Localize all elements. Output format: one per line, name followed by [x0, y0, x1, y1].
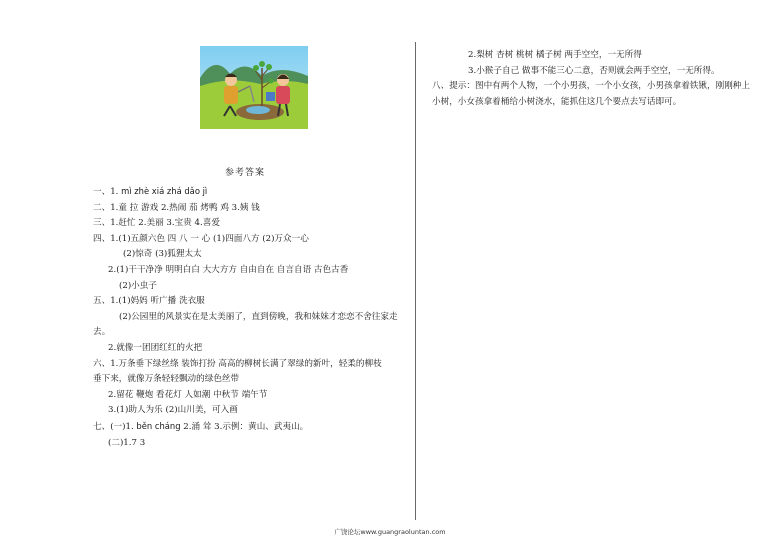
- answer-eight-line-1: 八、提示：图中有两个人物，一个小男孩，一个小女孩，小男孩拿着铁锹，刚刚种上: [432, 81, 750, 92]
- answer-six-line-1: 六、1.万条垂下绿丝绦 装饰打扮 高高的柳树长满了翠绿的新叶，轻柔的柳枝: [93, 358, 382, 369]
- answer-eight-line-2: 小树，小女孩拿着桶给小树浇水，能抓住这几个要点去写话即可。: [432, 96, 682, 107]
- answer-one-label: 一、1.: [93, 187, 119, 197]
- answer-five-line-1: 五、1.(1)妈妈 听广播 洗衣服: [93, 296, 205, 307]
- right-line-1: 2.梨树 杏树 桃树 橘子树 两手空空，一无所得: [468, 50, 642, 60]
- answer-five-line-2: (2)公园里的风景实在是太美丽了，直到傍晚，我和妹妹才恋恋不舍往家走: [119, 311, 398, 322]
- left-column: [93, 184, 398, 451]
- column-divider: [415, 42, 416, 520]
- answer-seven-label: 七、(一)1.: [93, 421, 134, 432]
- answer-six-line-4: 3.(1)助人为乐 (2)山川美，可入画: [108, 405, 238, 416]
- planting-tree-illustration: [200, 46, 308, 129]
- answer-two: 二、1.童 拉 游戏 2.热闹 茄 烤鸭 鸡 3.姨 钱: [93, 202, 260, 213]
- right-column: [432, 48, 762, 110]
- answer-seven-line-1: [93, 419, 393, 436]
- footer-watermark: 广饶论坛www.guangraoluntan.com: [334, 528, 446, 536]
- answer-one: [93, 184, 393, 201]
- answer-five-line-3: 去。: [93, 327, 111, 338]
- right-line-2: 3.小猴子自己 做事不能三心二意，否则就会两手空空，一无所得。: [468, 65, 720, 76]
- answers-title: 参考答案: [225, 168, 266, 178]
- answer-four-line-4: (2)小虫子: [119, 280, 157, 291]
- answer-four-line-3: 2.(1)干干净净 明明白白 大大方方 自由自在 自言自语 古色古香: [108, 264, 349, 275]
- answer-four-line-1: 四、1.(1)五颜六色 四 八 一 心 (1)四面八方 (2)万众一心: [93, 233, 309, 244]
- answer-three: 三、1.赶忙 2.美丽 3.宝贵 4.喜爱: [93, 218, 220, 229]
- answer-six-line-2: 垂下来，就像万条轻轻飘动的绿色丝带: [93, 374, 240, 385]
- answer-four-line-2: (2)惊奇 (3)狐狸太太: [123, 249, 202, 260]
- answer-six-line-3: 2.留花 鞭炮 看花灯 人如潮 中秋节 端午节: [108, 389, 268, 400]
- answer-five-line-4: 2.就像一团团红红的火把: [108, 342, 203, 353]
- answer-seven-line-2: (二)1.7 3: [108, 437, 146, 448]
- answer-seven-pinyin: běn cháng: [136, 420, 181, 431]
- answer-one-pinyin: mì zhè xiá zhá dǎo jì: [121, 186, 208, 196]
- answer-seven-rest: 2.涌 耸 3.示例：黄山、武夷山。: [183, 421, 309, 432]
